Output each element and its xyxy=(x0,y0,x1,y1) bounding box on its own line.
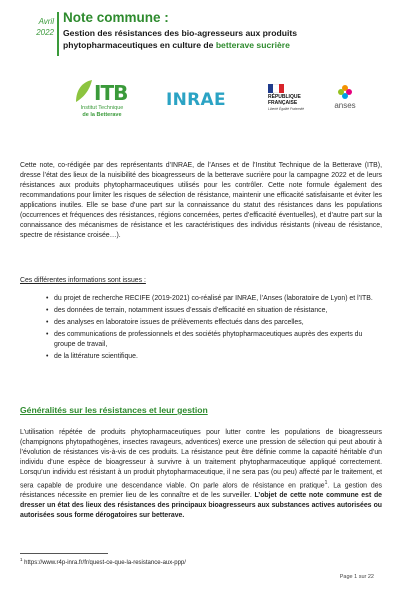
list-item xyxy=(20,306,382,316)
section-text-2: . La gestion des résistances nécessite en premier lieu de les connaître et de les surveiller. xyxy=(20,482,382,500)
list-item-text: des communications de professionnels et des sociétés phytopharmaceutiques auprès des experts du groupe de travail, xyxy=(54,331,363,348)
subtitle-text: Gestion des résistances des bio-agresseurs aux produits phytopharmaceutiques en culture de xyxy=(63,28,298,50)
header-divider xyxy=(57,12,59,56)
anses-logo xyxy=(330,84,360,110)
bullet-icon: • xyxy=(46,295,49,302)
note-date xyxy=(8,16,54,38)
section-paragraph xyxy=(20,428,382,521)
footnote-number: 1 xyxy=(20,557,23,562)
footnote-divider xyxy=(20,553,108,554)
list-item xyxy=(20,318,382,328)
itb-logo-text xyxy=(70,105,134,118)
republique-francaise-logo xyxy=(268,84,312,111)
republic-name xyxy=(268,95,312,106)
french-flag-icon xyxy=(268,84,284,93)
list-item xyxy=(20,294,382,304)
footnote xyxy=(20,557,186,566)
list-item-text: des données de terrain, notamment issues d’essais d’efficacité en situation de résistance, xyxy=(54,307,328,314)
page-title: Note commune : xyxy=(63,10,169,25)
inrae-logo: INRAE xyxy=(166,90,226,110)
subtitle-highlight: betterave sucrière xyxy=(215,39,290,50)
anses-name: anses xyxy=(334,101,356,110)
republic-line1: RÉPUBLIQUE xyxy=(268,94,301,100)
intro-paragraph: Cette note, co-rédigée par des représentants d’INRAE, de l’Anses et de l’Institut Technique de la Betterave (ITB), dresse l’état des lieux de la nuisibilité des bioagresseurs de la betterave sucrière pour la campagne 2022 et de leurs résistances aux produits phytopharmaceutiques utilisés pour les contrôler. Cette note formule également des recommandations pour limiter les risques de sélection de résistance, maintenir une efficacité satisfaisante et éviter les applications inutiles. Elle se base d’une part sur la connaissance du statut des résistances dans les populations (occurrences et fréquences des résistances, régions concernées, pertes d’efficacité éventuelles), et d’autre part sur la connaissance des mécanismes de résistance et les caractéristiques des individus résistants (niveau de résistance, spectre de résistance croisée…). xyxy=(20,162,382,239)
section-bold-statement: L’objet de cette note commune est de dresser un état des lieux des résistances des principaux bioagresseurs aux substances actives autorisées ou autorisées sous forme dérogatoires sur betterave. xyxy=(20,492,382,520)
footnote-link[interactable]: https://www.r4p-inra.fr/fr/quest-ce-que-la-resistance-aux-ppp/ xyxy=(22,560,186,566)
republic-motto: Liberté Égalité Fraternité xyxy=(268,107,305,112)
list-item-text: du projet de recherche RECIFE (2019-2021) co-réalisé par INRAE, l’Anses (laboratoire de Lyon) et l’ITB. xyxy=(54,295,373,302)
bullet-icon: • xyxy=(46,353,49,360)
note-year: 2022 xyxy=(36,28,54,37)
list-item-text: des analyses en laboratoire issues de prélèvements effectués dans des parcelles, xyxy=(54,319,304,326)
section-text: L’utilisation répétée de produits phytopharmaceutiques pour lutter contre les populations de bioagresseurs (champignons phytopathogènes, insectes ravageurs, adventices) exerce une pression de sélection qui peut aboutir à l’évolution de résistances vis-à-vis de ces produits. La résistance peut être définie comme la capacité héritable d’un individu d’une espèce de bioagresseur à survivre à un traitement phytopharmaceutique appliqué correctement. Lorsqu’un individu est résistant à un produit phytopharmaceutique, il ne sera pas (ou peu) affecté par le traitement, et sera capable de produire une descendance viable. On parle alors de résistance en pratique xyxy=(20,429,382,490)
sources-intro: Ces différentes informations sont issues : xyxy=(20,277,146,284)
list-item xyxy=(20,352,382,362)
itb-logo-mark xyxy=(70,78,134,104)
list-item xyxy=(20,330,382,350)
anses-flower-icon xyxy=(337,84,353,100)
list-item-text: de la littérature scientifique. xyxy=(54,353,138,360)
itb-line1: Institut Technique xyxy=(80,105,124,111)
republic-line2: FRANÇAISE xyxy=(268,99,298,106)
sources-list xyxy=(20,294,382,364)
bullet-icon: • xyxy=(46,307,49,314)
page-number: Page 1 sur 22 xyxy=(339,574,374,580)
note-month: Avril xyxy=(38,17,54,26)
bullet-icon: • xyxy=(46,331,49,338)
page-subtitle xyxy=(63,28,393,51)
itb-leaf-icon xyxy=(72,78,132,104)
itb-logo xyxy=(70,78,134,130)
section-heading: Généralités sur les résistances et leur gestion xyxy=(20,405,208,415)
itb-line2: de la Betterave xyxy=(82,111,122,118)
bullet-icon: • xyxy=(46,319,49,326)
itb-mark-text: ITB xyxy=(94,81,128,104)
footnote-ref[interactable]: 1 xyxy=(324,480,328,486)
